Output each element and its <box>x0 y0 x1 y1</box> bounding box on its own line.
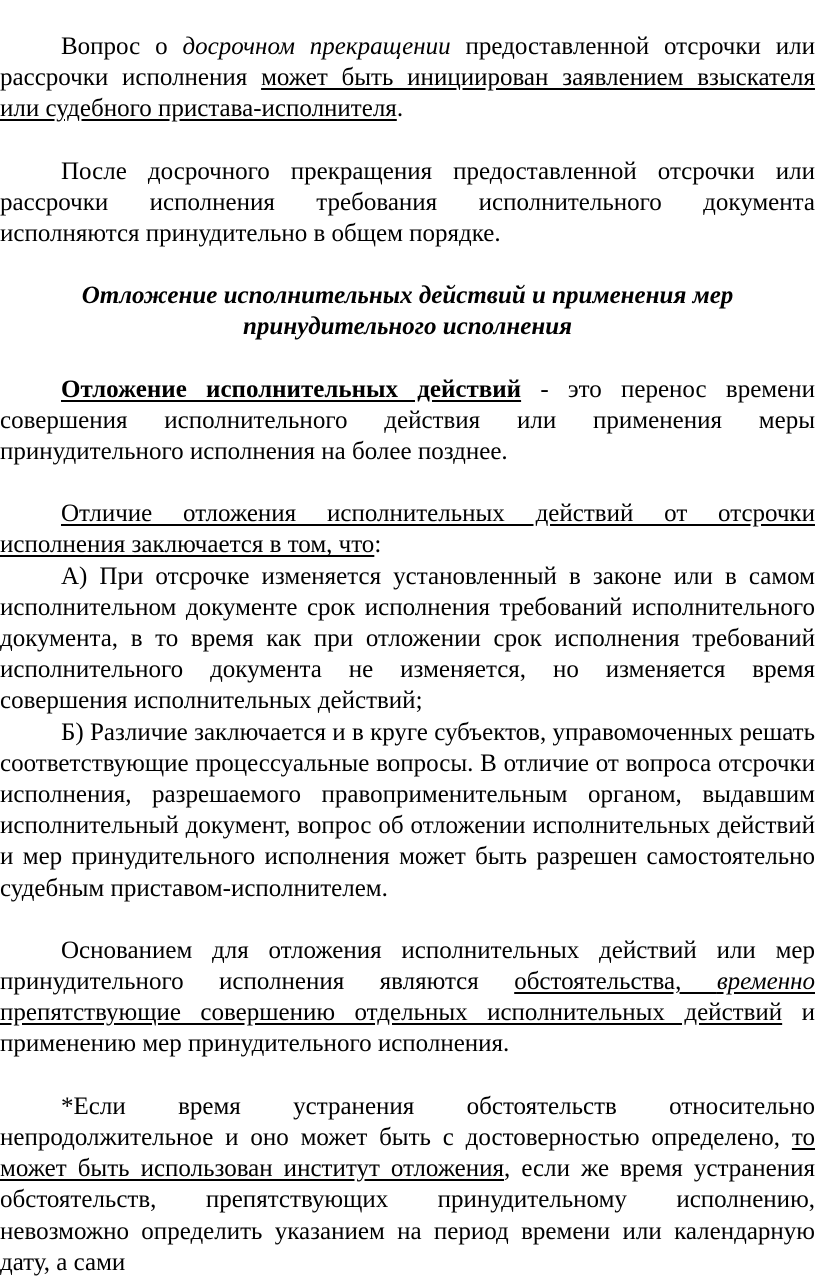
underlined-phrase: то может быть использован институт отложения <box>0 1123 815 1183</box>
heading-line-2: принудительного исполнения <box>243 313 572 341</box>
section-heading <box>0 280 815 342</box>
text-run: Основанием для отложения исполнительных действий или мер принудительного исполнения являются <box>0 936 815 996</box>
paragraph-gap <box>0 1060 815 1091</box>
text-run: и применению мер принудительного исполнения. <box>0 999 815 1058</box>
underlined-phrase: может быть инициирован заявлением взыскателя или судебного пристава-исполнителя <box>0 64 815 123</box>
paragraph-difference-intro <box>0 498 815 560</box>
underlined-phrase: обстоятельства, <box>514 968 717 996</box>
paragraph-grounds <box>0 935 815 1060</box>
text-run: : <box>374 531 382 559</box>
paragraph-gap <box>0 904 815 935</box>
paragraph-early-termination <box>0 31 815 125</box>
paragraph-gap <box>0 125 815 156</box>
paragraph-note <box>0 1091 815 1278</box>
text-run: Вопрос о <box>61 33 183 60</box>
text-run: предоставленной отсрочки или рассрочки исполнения <box>0 33 815 92</box>
paragraph-after-termination: После досрочного прекращения предоставленной отсрочки или рассрочки исполнения требования исполнительного документа исполняются принудительно в общем порядке. <box>0 157 815 248</box>
document-page <box>0 31 815 1278</box>
underlined-italic-word: временно <box>716 968 815 996</box>
text-run: , если же время устранения обстоятельств, препятствующих принудительному исполнению, невозможно определить указанием на период времени или календарную дату, а сами <box>0 1155 815 1276</box>
paragraph-point-a: А) При отсрочке изменяется установленный в законе или в самом исполнительном документе срок исполнения требований исполнительного документа, в то время как при отложении срок исполнения требований исполнительного документа не изменяется, но изменяется время совершения исполнительных действий; <box>0 562 815 715</box>
underlined-phrase: Отличие отложения исполнительных действий от отсрочки исполнения заключается в том, что <box>0 500 815 559</box>
paragraph-gap <box>0 249 815 280</box>
text-run: - это перенос времени совершения исполнительного действия или применения меры принудительного исполнения на более позднее. <box>0 375 815 466</box>
text-run: *Если время устранения обстоятельств относительно непродолжительное и оно может быть с достоверностью определено, <box>0 1092 815 1151</box>
defined-term: Отложение исполнительных действий <box>61 375 522 403</box>
paragraph-gap <box>0 343 815 374</box>
italic-phrase: досрочном прекращении <box>182 33 451 60</box>
text-run: . <box>396 95 404 123</box>
paragraph-gap <box>0 467 815 498</box>
heading-line-1: Отложение исполнительных действий и применения мер <box>81 282 734 310</box>
paragraph-point-b: Б) Различие заключается и в круге субъектов, управомоченных решать соответствующие процессуальные вопросы. В отличие от вопроса отсрочки исполнения, разрешаемого правоприменительным органом, выдавшим исполнительный документ, вопрос об отложении исполнительных действий и мер принудительного исполнения может быть разрешен самостоятельно судебным приставом-исполнителем. <box>0 718 815 902</box>
underlined-phrase: препятствующие совершению отдельных исполнительных действий <box>0 999 783 1027</box>
paragraph-definition <box>0 374 815 468</box>
